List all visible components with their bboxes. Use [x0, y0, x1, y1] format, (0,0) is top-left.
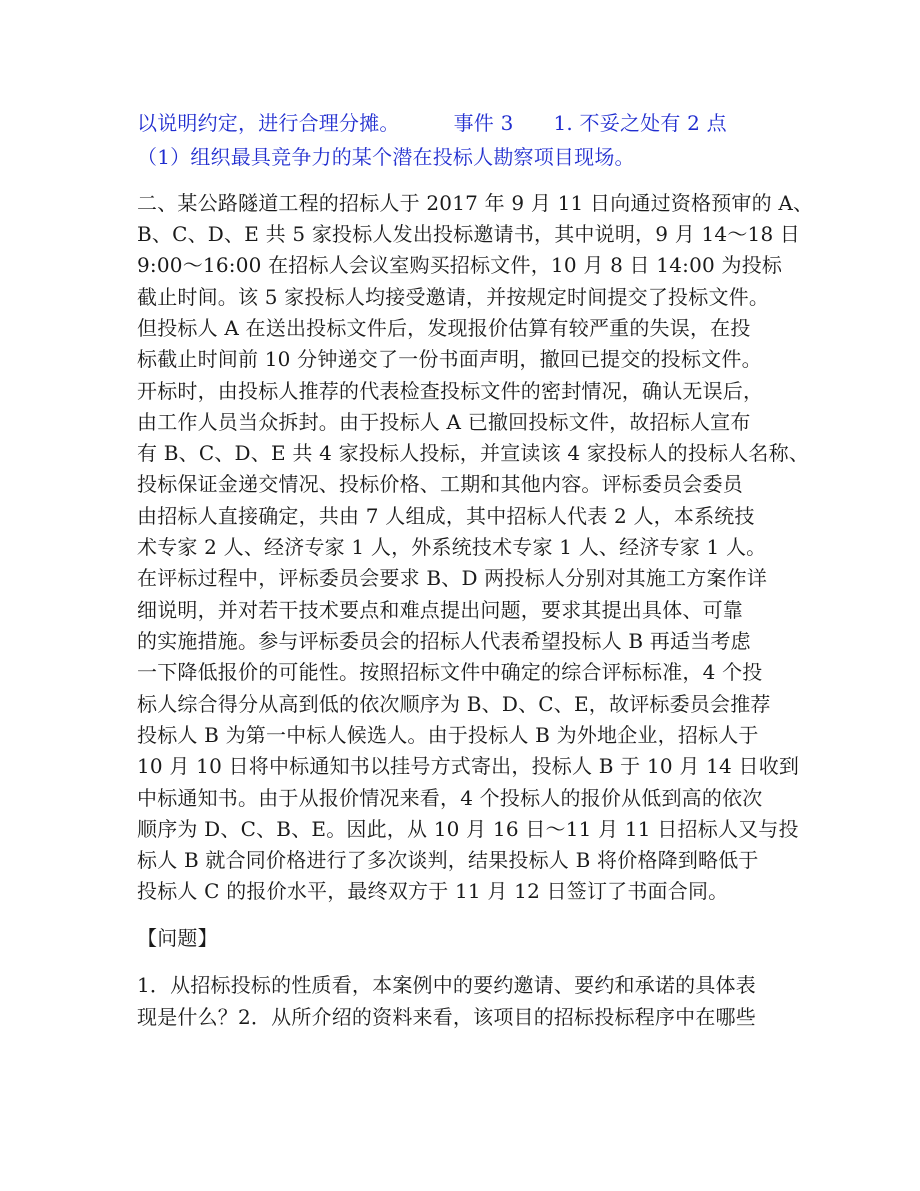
- top-line-1-text-c: 1. 不妥之处有 2 点: [553, 111, 727, 135]
- body-line: 由工作人员当众拆封。由于投标人 A 已撤回投标文件，故招标人宣布: [137, 410, 751, 434]
- body-line: 由招标人直接确定，共由 7 人组成，其中招标人代表 2 人，本系统技: [137, 504, 755, 528]
- body-line: 术专家 2 人、经济专家 1 人，外系统技术专家 1 人、经济专家 1 人。: [137, 535, 767, 559]
- body-line: 标人 B 就合同价格进行了多次谈判，结果投标人 B 将价格降到略低于: [137, 848, 759, 872]
- body-line: B、C、D、E 共 5 家投标人发出投标邀请书，其中说明，9 月 14～18 日: [137, 222, 801, 246]
- body-line: 的实施措施。参与评标委员会的招标人代表希望投标人 B 再适当考虑: [137, 629, 751, 653]
- body-line: 在评标过程中，评标委员会要求 B、D 两投标人分别对其施工方案作详: [137, 566, 768, 590]
- body-line: 细说明，并对若干技术要点和难点提出问题，要求其提出具体、可靠: [137, 598, 743, 622]
- question-line: 现是什么？2．从所介绍的资料来看，该项目的招标投标程序中在哪些: [137, 1005, 756, 1029]
- top-line-1-text-a: 以说明约定，进行合理分摊。: [137, 111, 400, 135]
- body-line: 二、某公路隧道工程的招标人于 2017 年 9 月 11 日向通过资格预审的 A、: [137, 191, 814, 215]
- body-line: 但投标人 A 在送出投标文件后，发现报价估算有较严重的失误，在投: [137, 316, 751, 340]
- body-line: 一下降低报价的可能性。按照招标文件中确定的综合评标标准，4 个投: [137, 660, 763, 684]
- body-line: 顺序为 D、C、B、E。因此，从 10 月 16 日～11 月 11 日招标人又与投: [137, 817, 799, 841]
- body-line: 投标保证金递交情况、投标价格、工期和其他内容。评标委员会委员: [137, 472, 743, 496]
- body-line: 10 月 10 日将中标通知书以挂号方式寄出，投标人 B 于 10 月 14 日收到: [137, 754, 800, 778]
- body-line: 中标通知书。由于从报价情况来看，4 个投标人的报价从低到高的依次: [137, 786, 763, 810]
- body-line: 9:00～16:00 在招标人会议室购买招标文件，10 月 8 日 14:00 为投标: [137, 253, 783, 277]
- body-line: 投标人 C 的报价水平，最终双方于 11 月 12 日签订了书面合同。: [137, 879, 729, 903]
- body-line: 开标时，由投标人推荐的代表检查投标文件的密封情况，确认无误后，: [137, 379, 764, 403]
- question-header: 【问题】: [137, 926, 218, 950]
- body-line: 投标人 B 为第一中标人候选人。由于投标人 B 为外地企业，招标人于: [137, 723, 759, 747]
- question-line: 1．从招标投标的性质看，本案例中的要约邀请、要约和承诺的具体表: [137, 973, 756, 997]
- top-line-1: [137, 110, 727, 136]
- body-line: 有 B、C、D、E 共 4 家投标人投标，并宣读该 4 家投标人的投标人名称、: [137, 441, 810, 465]
- body-line: 截止时间。该 5 家投标人均接受邀请，并按规定时间提交了投标文件。: [137, 285, 770, 309]
- top-line-1-text-b: 事件 3: [453, 111, 514, 135]
- body-line: 标人综合得分从高到低的依次顺序为 B、D、C、E，故评标委员会推荐: [137, 692, 771, 716]
- body-line: 标截止时间前 10 分钟递交了一份书面声明，撤回已提交的投标文件。: [137, 347, 762, 371]
- top-line-2: （1）组织最具竞争力的某个潜在投标人勘察项目现场。: [137, 145, 635, 169]
